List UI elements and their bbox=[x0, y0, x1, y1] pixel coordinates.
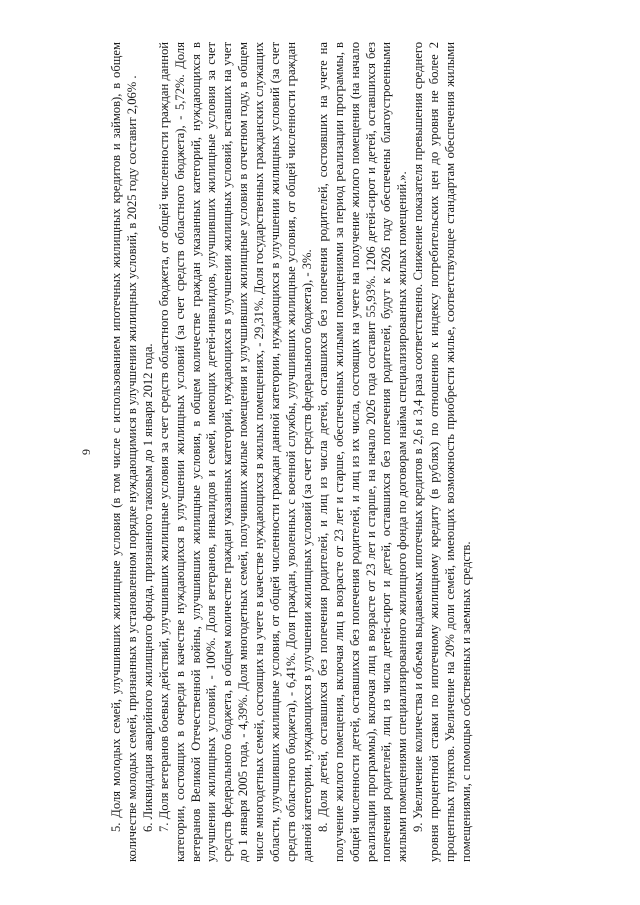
rotated-content bbox=[79, 42, 534, 862]
paragraph-8: 8. Доля детей, оставшихся без попечения родителей, и лиц из числа детей, оставшихся без попечения родителей, состоявших на учете на получение жилого помещения, включая лиц в возрасте от 23 лет и старше, обеспеченных жилыми помещениями за период реализации программы, в общей численности детей, оставшихся без попечения родителей, и лиц из их числа, состоящих на учете на получение жилого помещения (на начало реализации программы), включая лиц в возрасте от 23 лет и старше, на начало 2026 года составит 55,93%. 1206 детей-сирот и детей, оставшихся без попечения родителей, лиц из числа детей-сирот и детей, оставшихся без попечения родителей, будут к 2026 году обеспечены благоустроенными жилыми помещениями специализированного жилищного фонда по договорам найма специализированных жилых помещений.». bbox=[315, 42, 410, 862]
paragraph-9: 9. Увеличение количества и объема выдаваемых ипотечных кредитов в 2,6 и 3,4 раза соответственно. Снижение показателя превышения среднего уровня процентной ставки по ипотечному жилищному кредиту (в рублях) по отношению к индексу потребительских цен до уровня не более 2 процентных пунктов. Увеличение на 20% доли семей, имеющих возможность приобрести жилье, соответствующее стандартам обеспечения жилыми помещениями, с помощью собственных и заемных средств. bbox=[411, 42, 473, 862]
paragraph-6: 6. Ликвидация аварийного жилищного фонда, признанного таковым до 1 января 2012 года. bbox=[140, 343, 155, 832]
document-body bbox=[109, 42, 475, 862]
paragraph-7: 7. Доля ветеранов боевых действий, улучшивших жилищные условия за счет средств областного бюджета, от общей численности граждан данной категории, состоящих в очереди в качестве нуждающихся в улучшении жилищных условий (за счет средств областного бюджета), - 5,72%. Доля ветеранов Великой Отечественной войны, улучшивших жилищные условия, в общем количестве граждан указанных категорий, нуждающихся в улучшении жилищных условий, - 100%. Доля ветеранов, инвалидов и семей, имеющих детей-инвалидов, улучшивших жилищные условия за счет средств федерального бюджета, в общем количестве граждан указанных категорий, нуждающихся в улучшении жилищных условий, вставших на учет до 1 января 2005 года, - 4,39%. Доля многодетных семей, получивших жилые помещения и улучшивших жилищные условия в отчетном году, в общем числе многодетных семей, состоящих на учете в качестве нуждающихся в жилых помещениях, - 29,31%. Доля государственных гражданских служащих области, улучшивших жилищные условия, от общей численности граждан данной категории, нуждающихся в улучшении жилищных условий (за счет средств областного бюджета), - 6,41%. Доля граждан, уволенных с военной службы, улучшивших жилищные условия, от общей численности граждан данной категории, нуждающихся в улучшении жилищных условий (за счет средств федерального бюджета), - 3%. bbox=[156, 42, 314, 862]
paragraph-5: 5. Доля молодых семей, улучшивших жилищные условия (в том числе с использованием ипотечных жилищных кредитов и займов), в общем количестве молодых семей, признанных в установленном порядке нуждающимися в улучшении жилищных условий, в 2025 году составит 2,06% . bbox=[109, 42, 139, 862]
page-number: 9 bbox=[79, 449, 93, 455]
